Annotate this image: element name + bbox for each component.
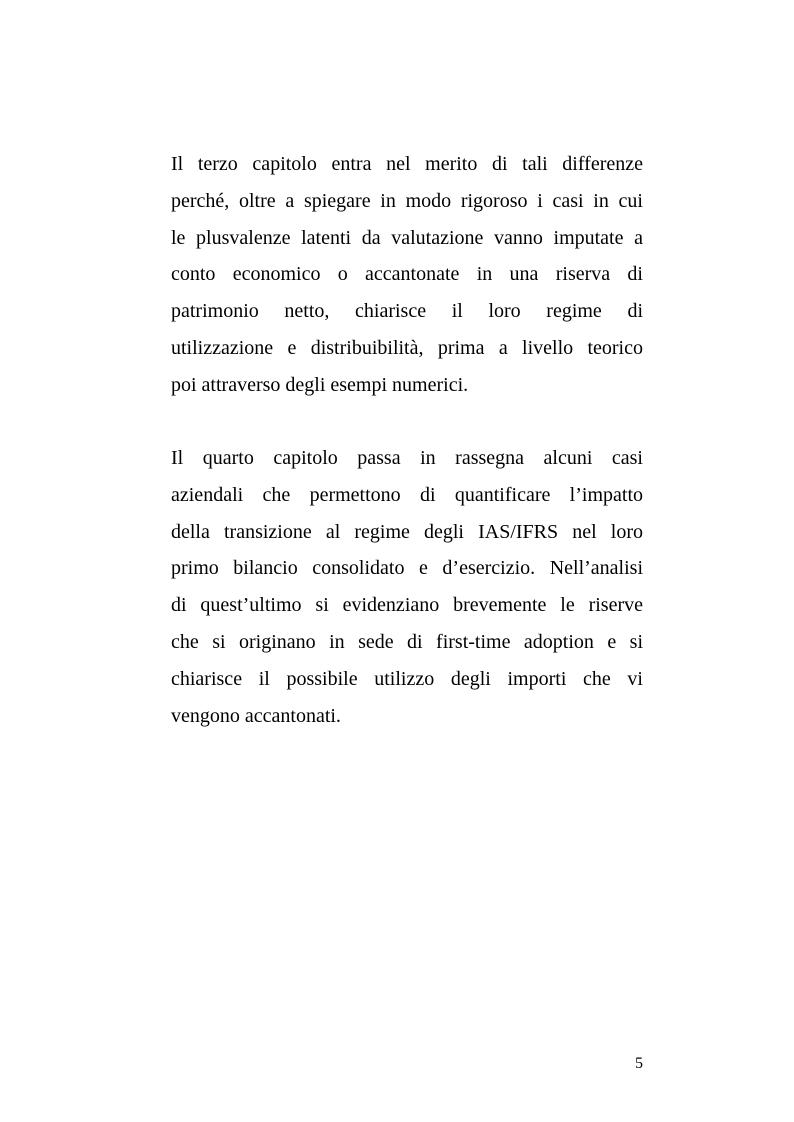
paragraph-line: aziendali che permettono di quantificare l’impatto <box>171 483 643 506</box>
paragraph-line: Il quarto capitolo passa in rassegna alcuni casi <box>171 447 643 469</box>
paragraph-line: patrimonio netto, chiarisce il loro regime di <box>171 300 643 323</box>
paragraph-line: perché, oltre a spiegare in modo rigoroso i casi in cui <box>171 189 643 212</box>
paragraph-line: della transizione al regime degli IAS/IFRS nel loro <box>171 520 643 543</box>
paragraph-line: Il terzo capitolo entra nel merito di tali differenze <box>171 153 643 175</box>
paragraph-body <box>171 440 643 734</box>
paragraph-line: chiarisce il possibile utilizzo degli importi che vi <box>171 667 643 690</box>
paragraph-line: che si originano in sede di first-time adoption e si <box>171 630 643 653</box>
paragraph-line: vengono accantonati. <box>171 704 341 727</box>
paragraph-line: primo bilancio consolidato e d’esercizio. Nell’analisi <box>171 557 643 580</box>
paragraph-third-chapter <box>171 146 643 404</box>
page-number: 5 <box>635 1055 643 1072</box>
paragraph-line: conto economico o accantonate in una riserva di <box>171 263 643 286</box>
paragraph-fourth-chapter <box>171 440 643 734</box>
paragraph-line: utilizzazione e distribuibilità, prima a livello teorico <box>171 336 643 359</box>
paragraph-line: di quest’ultimo si evidenziano brevemente le riserve <box>171 594 643 617</box>
paragraph-line: poi attraverso degli esempi numerici. <box>171 373 469 396</box>
paragraph-line: le plusvalenze latenti da valutazione vanno imputate a <box>171 226 643 249</box>
paragraph-body <box>171 146 643 404</box>
